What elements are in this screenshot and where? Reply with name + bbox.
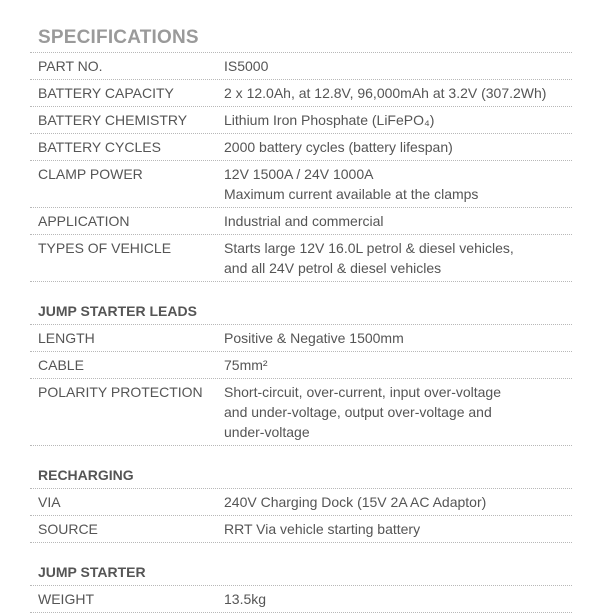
spec-label: LENGTH	[38, 330, 95, 346]
spec-row	[30, 351, 572, 378]
spec-row	[30, 378, 572, 446]
spec-value-line: under-voltage	[224, 424, 310, 440]
spec-label: VIA	[38, 494, 61, 510]
spec-value-line: 2000 battery cycles (battery lifespan)	[224, 139, 453, 155]
spec-value-line: Maximum current available at the clamps	[224, 186, 479, 202]
spec-label: BATTERY CAPACITY	[38, 85, 174, 101]
spec-value	[224, 382, 572, 442]
spec-value	[224, 110, 572, 130]
spec-value	[224, 355, 572, 375]
spec-value	[224, 137, 572, 157]
spec-value	[224, 492, 572, 512]
spec-value-line: Positive & Negative 1500mm	[224, 330, 404, 346]
spec-label: BATTERY CHEMISTRY	[38, 112, 188, 128]
spec-row	[30, 106, 572, 133]
spec-sections	[30, 301, 572, 613]
section-heading: JUMP STARTER LEADS	[38, 303, 197, 319]
spec-value-line: and under-voltage, output over-voltage and	[224, 404, 492, 420]
spec-row	[30, 585, 572, 613]
spec-row	[30, 234, 572, 282]
spec-value-line: RRT Via vehicle starting battery	[224, 521, 421, 537]
spec-label: TYPES OF VEHICLE	[38, 240, 172, 256]
spec-value-line: 240V Charging Dock (15V 2A AC Adaptor)	[224, 494, 487, 510]
spec-value	[224, 328, 572, 348]
spec-value-line: Industrial and commercial	[224, 213, 384, 229]
spec-value-line: Lithium Iron Phosphate (LiFePO₄)	[224, 112, 435, 128]
spec-value-line: Short-circuit, over-current, input over-voltage	[224, 384, 501, 400]
spec-label: SOURCE	[38, 521, 98, 537]
spec-value-line: 75mm²	[224, 357, 268, 373]
spec-row	[30, 207, 572, 234]
spec-row	[30, 515, 572, 543]
spec-label: BATTERY CYCLES	[38, 139, 161, 155]
spec-row	[30, 324, 572, 351]
spec-label: WEIGHT	[38, 591, 94, 607]
spec-sheet	[30, 24, 572, 613]
spec-table	[30, 52, 572, 282]
spec-value-line: Starts large 12V 16.0L petrol & diesel vehicles,	[224, 240, 514, 256]
section-heading: JUMP STARTER	[38, 564, 146, 580]
spec-label: PART NO.	[38, 58, 103, 74]
spec-row	[30, 52, 572, 79]
spec-value	[224, 56, 572, 76]
spec-label: CLAMP POWER	[38, 166, 143, 182]
spec-value	[224, 83, 572, 103]
section-heading: RECHARGING	[38, 467, 134, 483]
spec-value	[224, 589, 572, 609]
spec-value	[224, 211, 572, 231]
spec-row	[30, 488, 572, 515]
spec-label: CABLE	[38, 357, 84, 373]
spec-row	[30, 160, 572, 207]
page-title: SPECIFICATIONS	[38, 27, 199, 48]
spec-row	[30, 79, 572, 106]
spec-value	[224, 164, 572, 204]
spec-row	[30, 133, 572, 160]
spec-value	[224, 519, 572, 539]
spec-value-line: and all 24V petrol & diesel vehicles	[224, 260, 442, 276]
spec-value-line: 2 x 12.0Ah, at 12.8V, 96,000mAh at 3.2V (307.2Wh)	[224, 85, 547, 101]
spec-value-line: 12V 1500A / 24V 1000A	[224, 166, 374, 182]
spec-value	[224, 238, 572, 278]
spec-label: POLARITY PROTECTION	[38, 384, 203, 400]
spec-label: APPLICATION	[38, 213, 130, 229]
spec-value-line: 13.5kg	[224, 591, 267, 607]
spec-value-line: IS5000	[224, 58, 269, 74]
